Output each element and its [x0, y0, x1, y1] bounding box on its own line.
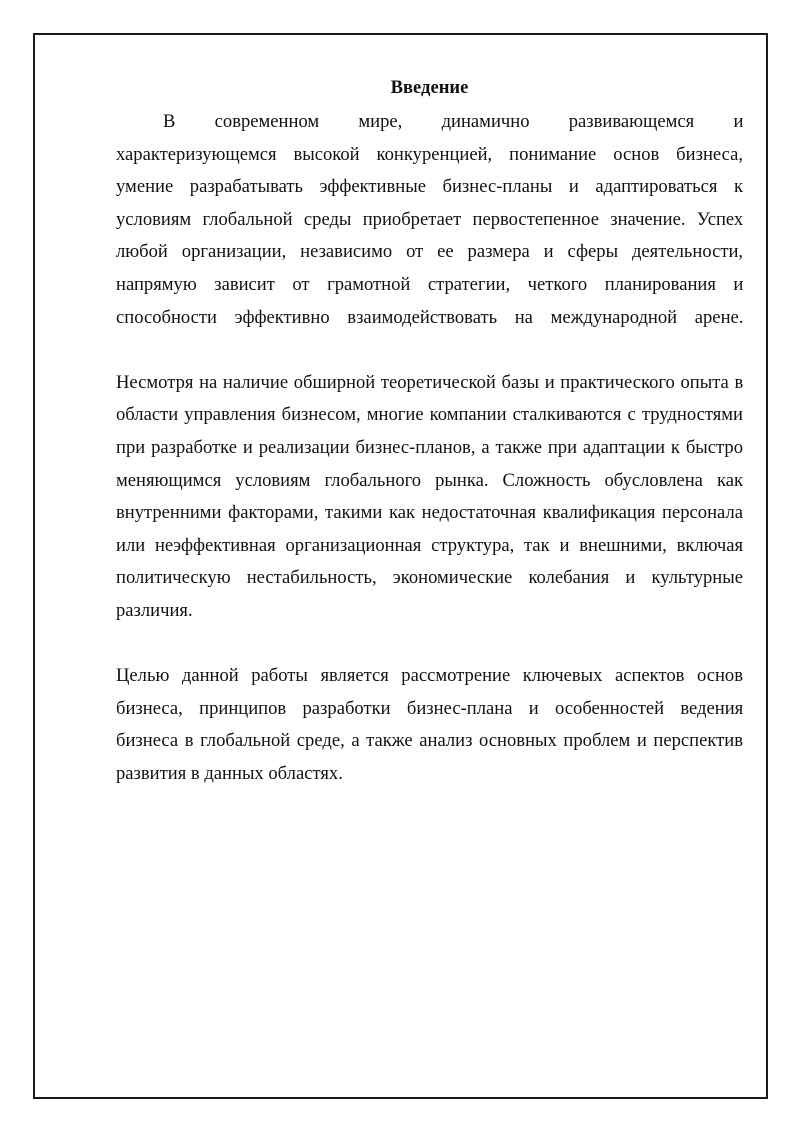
text-line: Целью данной работы является рассмотрение ключевых аспектов основ — [116, 665, 743, 687]
text-line: меняющимся условиям глобального рынка. Сложность обусловлена как — [116, 469, 743, 491]
text-line: бизнеса, принципов разработки бизнес-плана и особенностей ведения — [116, 697, 744, 719]
document-body — [116, 74, 743, 790]
page-title: Введение — [390, 77, 469, 98]
text-line: напрямую зависит от грамотной стратегии, четкого планирования и — [116, 273, 744, 295]
text-line: различия. — [116, 599, 193, 621]
text-line: В современном мире, динамично развивающемся и — [163, 111, 744, 132]
text-line: политическую нестабильность, экономические колебания и культурные — [116, 567, 743, 589]
text-line: характеризующемся высокой конкуренцией, понимание основ бизнеса, — [116, 143, 743, 165]
paragraph-1 — [116, 106, 743, 334]
text-line: любой организации, независимо от ее размера и сферы деятельности, — [116, 241, 744, 263]
text-line: бизнеса в глобальной среде, а также анализ основных проблем и перспектив — [116, 730, 743, 752]
paragraph-3 — [116, 660, 743, 790]
text-line: развития в данных областях. — [116, 762, 343, 784]
text-line: условиям глобальной среды приобретает первостепенное значение. Успех — [116, 208, 744, 230]
text-line: или неэффективная организационная структура, так и внешними, включая — [116, 534, 744, 556]
text-line: при разработке и реализации бизнес-планов, а также при адаптации к быстро — [116, 436, 743, 458]
paragraph-2 — [116, 367, 743, 628]
text-line: области управления бизнесом, многие компании сталкиваются с трудностями — [116, 404, 743, 426]
text-line: внутренними факторами, такими как недостаточная квалификация персонала — [116, 502, 743, 524]
text-line: Несмотря на наличие обширной теоретической базы и практического опыта в — [116, 371, 744, 393]
text-line: умение разрабатывать эффективные бизнес-планы и адаптироваться к — [116, 176, 743, 198]
text-line: способности эффективно взаимодействовать на международной арене. — [116, 306, 744, 328]
